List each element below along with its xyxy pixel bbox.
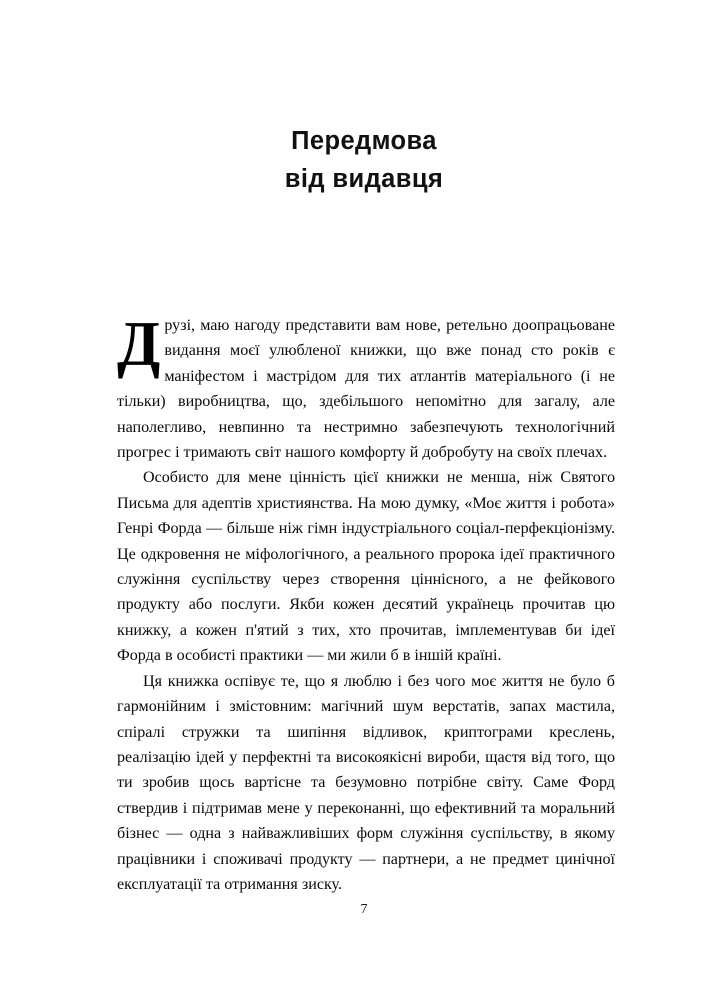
body-text [117,309,615,897]
paragraph-2: Особисто для мене цінність цієї книжки не менша, ніж Святого Письма для адептів християнства. На мою думку, «Моє життя і робота» Генрі Форда — більше ніж гімн індустріального соціал-перфекціонізму. Це одкровення не міфологічного, а реального пророка ідеї практичного служіння суспільству через створення ціннісного, а не фейкового продукту або послуги. Якби кожен десятий українець прочитав цю книжку, а кожен п'ятий з тих, хто прочитав, імплементував би ідеї Форда в особисті практики — ми жили б в іншій країні. [117,469,615,665]
drop-cap: Д [117,309,161,379]
paragraph-1 [117,309,615,465]
page-number: 7 [360,902,368,917]
title-line-1: Передмова [291,127,437,155]
title-line-2: від видавця [284,165,444,193]
page-title [0,122,728,198]
paragraph-1-text: рузі, маю нагоду представити вам нове, ретельно доопрацьоване видання моєї улюбленої книжки, що вже понад сто років є маніфестом і мастрідом для тих атлантів матеріального (і не тільки) виробництва, що, здебільшого непомітно для загалу, але наполегливо, невпинно та нестримно забезпечують технологічний прогрес і тримають світ нашого комфорту й добробуту на своїх плечах. [117,317,615,462]
paragraph-3: Ця книжка оспівує те, що я люблю і без чого моє життя не було б гармонійним і змістовним: магічний шум верстатів, запах мастила, спіралі стружки та шипіння відливок, криптограми креслень, реалізацію ідей у перфектні та високоякісні вироби, щастя від того, що ти зробив щось вартісне та безумовно потрібне світу. Саме Форд ствердив і підтримав мене у переконанні, що ефективний та моральний бізнес — одна з найважливіших форм служіння суспільству, в якому працівники і споживачі продукту — партнери, а не предмет цинічної експлуатації та отримання зиску. [117,672,615,893]
